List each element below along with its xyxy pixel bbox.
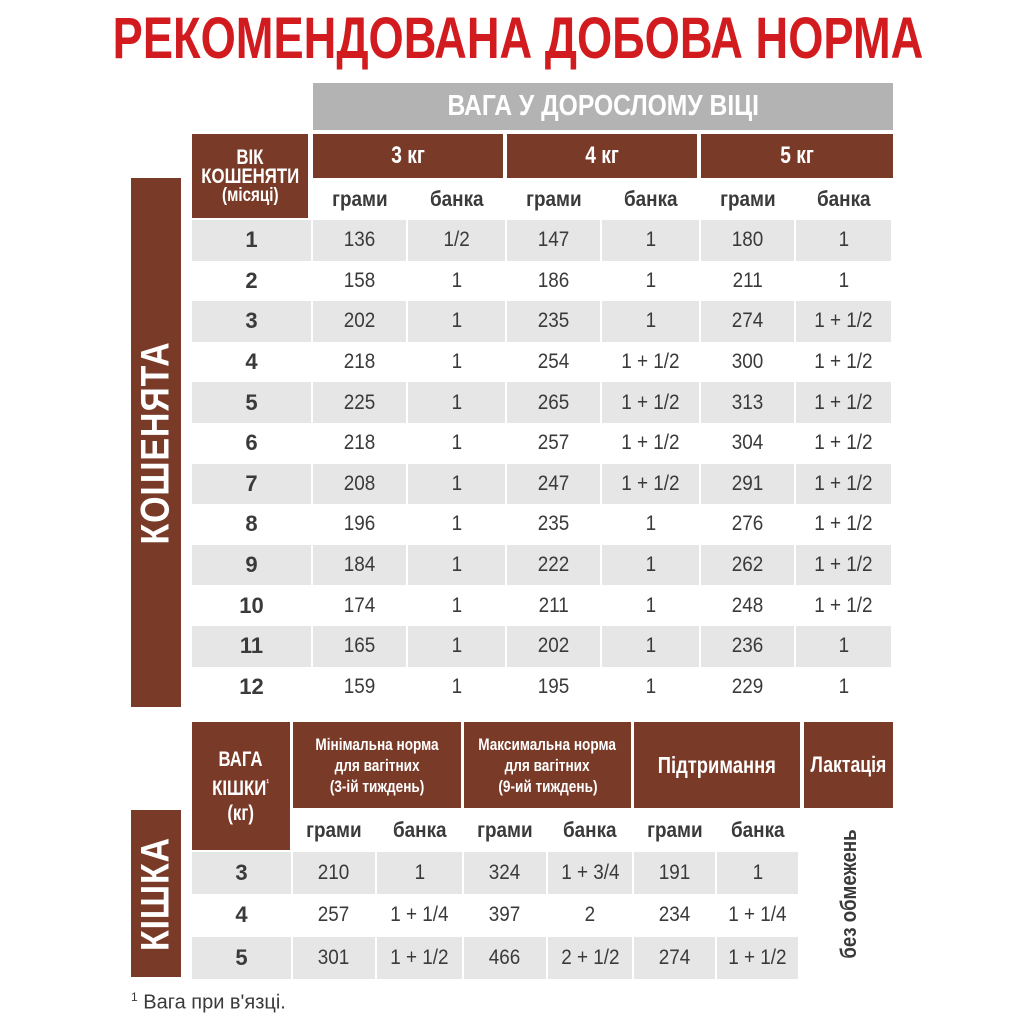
grams-cell: 257 xyxy=(293,894,377,936)
can-cell: 1 xyxy=(408,667,507,708)
weight-4kg-header: 4 кг xyxy=(507,134,697,178)
page-title: РЕКОМЕНДОВАНА ДОБОВА НОРМА xyxy=(112,6,924,71)
grams-cell: 158 xyxy=(313,261,408,302)
grams-cell: 208 xyxy=(313,464,408,505)
grams-cell: 248 xyxy=(701,585,796,626)
can-cell: 1 xyxy=(602,261,701,302)
kitten-age-cell: 6 xyxy=(192,423,313,464)
kitten-subheader: грами xyxy=(701,180,796,220)
adult-weight-header: ВАГА У ДОРОСЛОМУ ВІЦІ xyxy=(313,83,893,130)
can-cell: 1 xyxy=(408,545,507,586)
grams-cell: 147 xyxy=(507,220,602,261)
cat-weight-header: ВАГА $КІШКИ^{^1}$ (кг) xyxy=(192,722,290,850)
can-cell: 1 + 1/4 xyxy=(717,894,800,936)
can-cell: 1 + 1/4 xyxy=(377,894,464,936)
cat-table-body xyxy=(192,852,800,979)
can-cell: 1 xyxy=(602,545,701,586)
kitten-age-cell: 7 xyxy=(192,464,313,505)
cat-side-label: КІШКА xyxy=(131,810,181,977)
min-pregnant-header: Мінімальна норма для вагітних (3-ій тиждень) xyxy=(293,722,461,808)
can-cell: 1 + 1/2 xyxy=(796,464,893,505)
grams-cell: 211 xyxy=(701,261,796,302)
can-cell: 1 xyxy=(408,342,507,383)
cat-subheader: банка xyxy=(548,810,634,852)
kitten-age-header: ВІК КОШЕНЯТИ (місяці) xyxy=(192,134,308,218)
table-row xyxy=(192,464,893,505)
footnote: $^1$ Вага при в'язці. xyxy=(131,990,286,1014)
kitten-age-cell: 1 xyxy=(192,220,313,261)
table-row xyxy=(192,585,893,626)
kitten-subheader: грами xyxy=(507,180,602,220)
grams-cell: 202 xyxy=(313,301,408,342)
can-cell: 1 + 3/4 xyxy=(548,852,634,894)
can-cell: 1 xyxy=(408,626,507,667)
grams-cell: 397 xyxy=(464,894,548,936)
grams-cell: 236 xyxy=(701,626,796,667)
kitten-subheader: банка xyxy=(602,180,701,220)
grams-cell: 196 xyxy=(313,504,408,545)
grams-cell: 235 xyxy=(507,301,602,342)
grams-cell: 257 xyxy=(507,423,602,464)
kitten-age-cell: 2 xyxy=(192,261,313,302)
can-cell: 2 + 1/2 xyxy=(548,937,634,979)
grams-cell: 195 xyxy=(507,667,602,708)
can-cell: 1 xyxy=(796,220,893,261)
grams-cell: 254 xyxy=(507,342,602,383)
grams-cell: 222 xyxy=(507,545,602,586)
table-row xyxy=(192,626,893,667)
grams-cell: 274 xyxy=(634,937,717,979)
table-row xyxy=(192,301,893,342)
grams-cell: 165 xyxy=(313,626,408,667)
can-cell: 1 xyxy=(796,667,893,708)
kitten-table-body xyxy=(192,220,893,707)
can-cell: 1 xyxy=(408,504,507,545)
grams-cell: 180 xyxy=(701,220,796,261)
grams-cell: 186 xyxy=(507,261,602,302)
grams-cell: 274 xyxy=(701,301,796,342)
kitten-age-cell: 11 xyxy=(192,626,313,667)
kitten-age-cell: 3 xyxy=(192,301,313,342)
cat-weight-cell: 4 xyxy=(192,894,293,936)
can-cell: 1 + 1/2 xyxy=(796,504,893,545)
can-cell: 1 xyxy=(717,852,800,894)
can-cell: 1/2 xyxy=(408,220,507,261)
grams-cell: 291 xyxy=(701,464,796,505)
grams-cell: 191 xyxy=(634,852,717,894)
kitten-age-cell: 10 xyxy=(192,585,313,626)
cat-subheader-row xyxy=(293,810,800,852)
lactation-header: Лактація xyxy=(804,722,893,808)
can-cell: 1 xyxy=(408,382,507,423)
max-pregnant-header: Максимальна норма для вагітних (9-ий тиждень) xyxy=(464,722,631,808)
grams-cell: 324 xyxy=(464,852,548,894)
cat-subheader: грами xyxy=(634,810,717,852)
cat-weight-cell: 3 xyxy=(192,852,293,894)
cat-subheader: грами xyxy=(464,810,548,852)
table-row xyxy=(192,852,800,894)
kitten-age-cell: 5 xyxy=(192,382,313,423)
cat-subheader: банка xyxy=(377,810,464,852)
grams-cell: 211 xyxy=(507,585,602,626)
grams-cell: 300 xyxy=(701,342,796,383)
can-cell: 1 + 1/2 xyxy=(796,585,893,626)
grams-cell: 218 xyxy=(313,342,408,383)
can-cell: 1 xyxy=(602,667,701,708)
grams-cell: 301 xyxy=(293,937,377,979)
lactation-value: без обмежень xyxy=(804,810,893,977)
can-cell: 1 + 1/2 xyxy=(796,301,893,342)
can-cell: 1 + 1/2 xyxy=(602,342,701,383)
kitten-subheader: грами xyxy=(313,180,408,220)
can-cell: 1 + 1/2 xyxy=(796,382,893,423)
kitten-age-cell: 12 xyxy=(192,667,313,708)
grams-cell: 304 xyxy=(701,423,796,464)
can-cell: 1 xyxy=(408,585,507,626)
can-cell: 1 xyxy=(602,301,701,342)
can-cell: 1 + 1/2 xyxy=(602,382,701,423)
kitten-subheader: банка xyxy=(408,180,507,220)
kitten-age-cell: 8 xyxy=(192,504,313,545)
can-cell: 1 + 1/2 xyxy=(602,423,701,464)
weight-5kg-header: 5 кг xyxy=(701,134,893,178)
can-cell: 1 + 1/2 xyxy=(717,937,800,979)
kitten-subheader: банка xyxy=(796,180,893,220)
grams-cell: 202 xyxy=(507,626,602,667)
grams-cell: 276 xyxy=(701,504,796,545)
can-cell: 1 xyxy=(408,464,507,505)
table-row xyxy=(192,894,800,936)
can-cell: 1 + 1/2 xyxy=(796,545,893,586)
grams-cell: 210 xyxy=(293,852,377,894)
grams-cell: 174 xyxy=(313,585,408,626)
grams-cell: 265 xyxy=(507,382,602,423)
can-cell: 1 + 1/2 xyxy=(602,464,701,505)
grams-cell: 225 xyxy=(313,382,408,423)
grams-cell: 184 xyxy=(313,545,408,586)
grams-cell: 218 xyxy=(313,423,408,464)
grams-cell: 313 xyxy=(701,382,796,423)
can-cell: 1 xyxy=(796,626,893,667)
grams-cell: 234 xyxy=(634,894,717,936)
can-cell: 1 xyxy=(796,261,893,302)
cat-subheader: грами xyxy=(293,810,377,852)
can-cell: 1 xyxy=(408,301,507,342)
can-cell: 1 xyxy=(602,504,701,545)
can-cell: 1 xyxy=(408,423,507,464)
weight-3kg-header: 3 кг xyxy=(313,134,503,178)
kittens-side-label: КОШЕНЯТА xyxy=(131,178,181,707)
maintenance-header: Підтримання xyxy=(634,722,800,808)
cat-subheader: банка xyxy=(717,810,800,852)
can-cell: 1 + 1/2 xyxy=(796,423,893,464)
table-row xyxy=(192,937,800,979)
table-row xyxy=(192,545,893,586)
table-row xyxy=(192,220,893,261)
table-row xyxy=(192,382,893,423)
can-cell: 1 + 1/2 xyxy=(796,342,893,383)
can-cell: 1 xyxy=(602,626,701,667)
table-row xyxy=(192,423,893,464)
grams-cell: 466 xyxy=(464,937,548,979)
grams-cell: 159 xyxy=(313,667,408,708)
table-row xyxy=(192,342,893,383)
table-row xyxy=(192,504,893,545)
can-cell: 1 xyxy=(408,261,507,302)
grams-cell: 229 xyxy=(701,667,796,708)
kitten-age-cell: 4 xyxy=(192,342,313,383)
cat-weight-cell: 5 xyxy=(192,937,293,979)
table-row xyxy=(192,261,893,302)
table-row xyxy=(192,667,893,708)
grams-cell: 262 xyxy=(701,545,796,586)
grams-cell: 136 xyxy=(313,220,408,261)
grams-cell: 247 xyxy=(507,464,602,505)
can-cell: 2 xyxy=(548,894,634,936)
can-cell: 1 xyxy=(377,852,464,894)
kitten-age-cell: 9 xyxy=(192,545,313,586)
grams-cell: 235 xyxy=(507,504,602,545)
can-cell: 1 + 1/2 xyxy=(377,937,464,979)
kitten-subheader-row xyxy=(313,180,893,220)
can-cell: 1 xyxy=(602,220,701,261)
can-cell: 1 xyxy=(602,585,701,626)
